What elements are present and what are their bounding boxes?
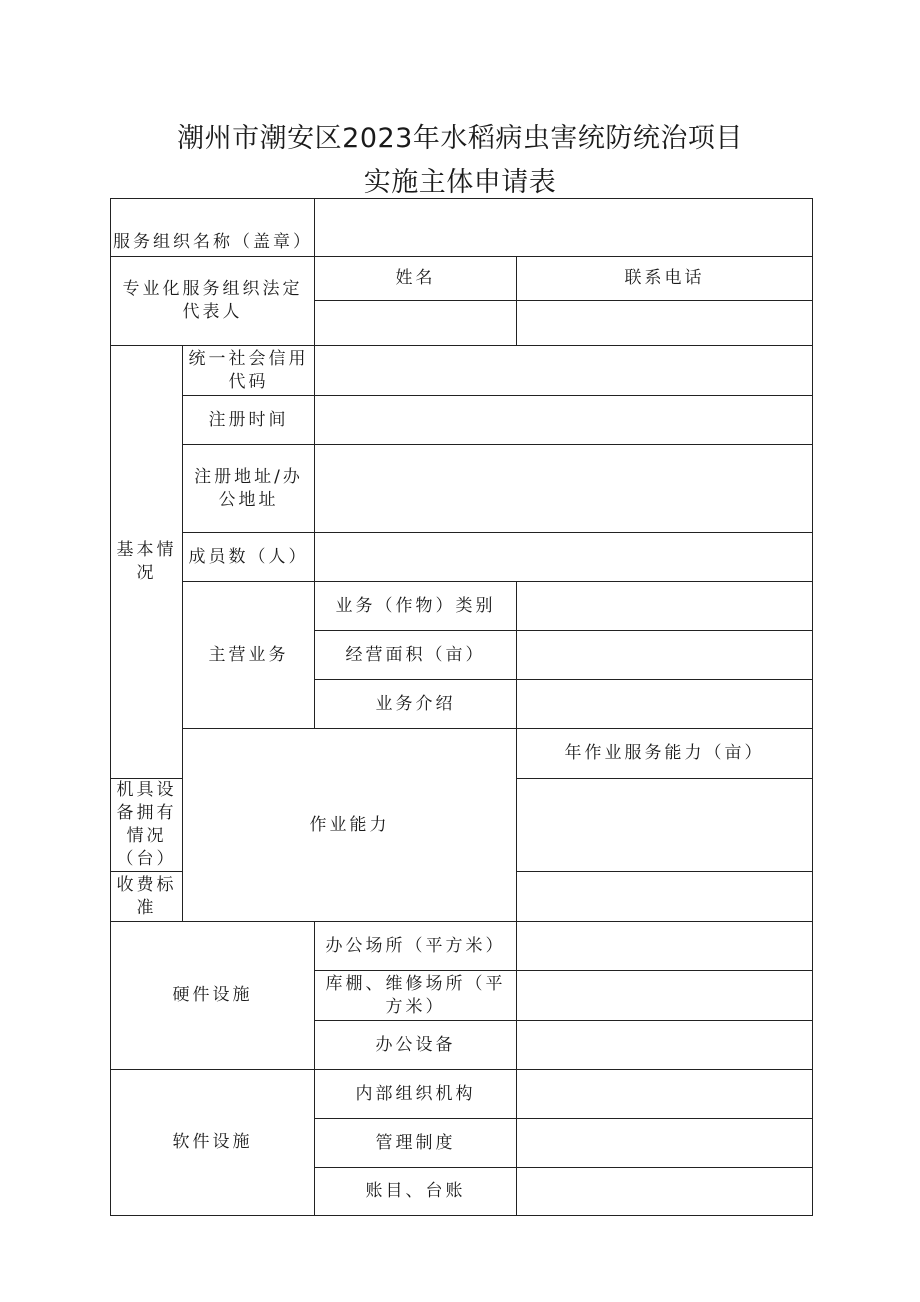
- accounts-field[interactable]: [517, 1168, 813, 1216]
- org-name-label: 服务组织名称（盖章）: [111, 199, 315, 257]
- warehouse-field[interactable]: [517, 971, 813, 1021]
- legal-rep-name-field[interactable]: [315, 301, 517, 346]
- credit-code-field[interactable]: [315, 346, 813, 396]
- address-label: 注册地址/办公地址: [183, 445, 315, 533]
- rules-field[interactable]: [517, 1119, 813, 1168]
- members-label: 成员数（人）: [183, 533, 315, 582]
- fees-field[interactable]: [517, 872, 813, 922]
- basic-info-label: 基本情况: [111, 346, 183, 779]
- legal-rep-phone-field[interactable]: [517, 301, 813, 346]
- annual-capacity-label: 年作业服务能力（亩）: [517, 729, 813, 779]
- business-category-label: 业务（作物）类别: [315, 582, 517, 631]
- application-form-table: [110, 198, 813, 1216]
- office-space-label: 办公场所（平方米）: [315, 922, 517, 971]
- credit-code-label: 统一社会信用代码: [183, 346, 315, 396]
- reg-time-field[interactable]: [315, 396, 813, 445]
- machinery-label: 机具设备拥有情况（台）: [111, 779, 183, 872]
- fees-label: 收费标准: [111, 872, 183, 922]
- business-category-field[interactable]: [517, 582, 813, 631]
- table-row: [111, 1070, 813, 1119]
- business-intro-field[interactable]: [517, 680, 813, 729]
- page-title: 潮州市潮安区2023年水稻病虫害统防统治项目: [177, 123, 743, 154]
- table-row: [111, 346, 813, 396]
- legal-rep-label: 专业化服务组织法定代表人: [111, 257, 315, 346]
- table-row: [111, 922, 813, 971]
- office-equipment-label: 办公设备: [315, 1021, 517, 1070]
- org-name-field[interactable]: [315, 199, 813, 257]
- main-business-label: 主营业务: [183, 582, 315, 729]
- machinery-field[interactable]: [517, 779, 813, 872]
- table-row: [111, 257, 813, 301]
- page-subtitle: 实施主体申请表: [363, 167, 557, 198]
- address-field[interactable]: [315, 445, 813, 533]
- table-row: [111, 533, 813, 582]
- business-intro-label: 业务介绍: [315, 680, 517, 729]
- table-row: [111, 582, 813, 631]
- rules-label: 管理制度: [315, 1119, 517, 1168]
- accounts-label: 账目、台账: [315, 1168, 517, 1216]
- capacity-label: 作业能力: [183, 729, 517, 922]
- table-row: [111, 445, 813, 533]
- software-label: 软件设施: [111, 1070, 315, 1216]
- business-area-label: 经营面积（亩）: [315, 631, 517, 680]
- org-structure-field[interactable]: [517, 1070, 813, 1119]
- name-header: 姓名: [315, 257, 517, 301]
- office-equipment-field[interactable]: [517, 1021, 813, 1070]
- members-field[interactable]: [315, 533, 813, 582]
- reg-time-label: 注册时间: [183, 396, 315, 445]
- phone-header: 联系电话: [517, 257, 813, 301]
- table-row: [111, 199, 813, 257]
- warehouse-label: 库棚、维修场所（平方米）: [315, 971, 517, 1021]
- business-area-field[interactable]: [517, 631, 813, 680]
- table-row: [111, 729, 813, 779]
- table-row: [111, 396, 813, 445]
- office-space-field[interactable]: [517, 922, 813, 971]
- org-structure-label: 内部组织机构: [315, 1070, 517, 1119]
- hardware-label: 硬件设施: [111, 922, 315, 1070]
